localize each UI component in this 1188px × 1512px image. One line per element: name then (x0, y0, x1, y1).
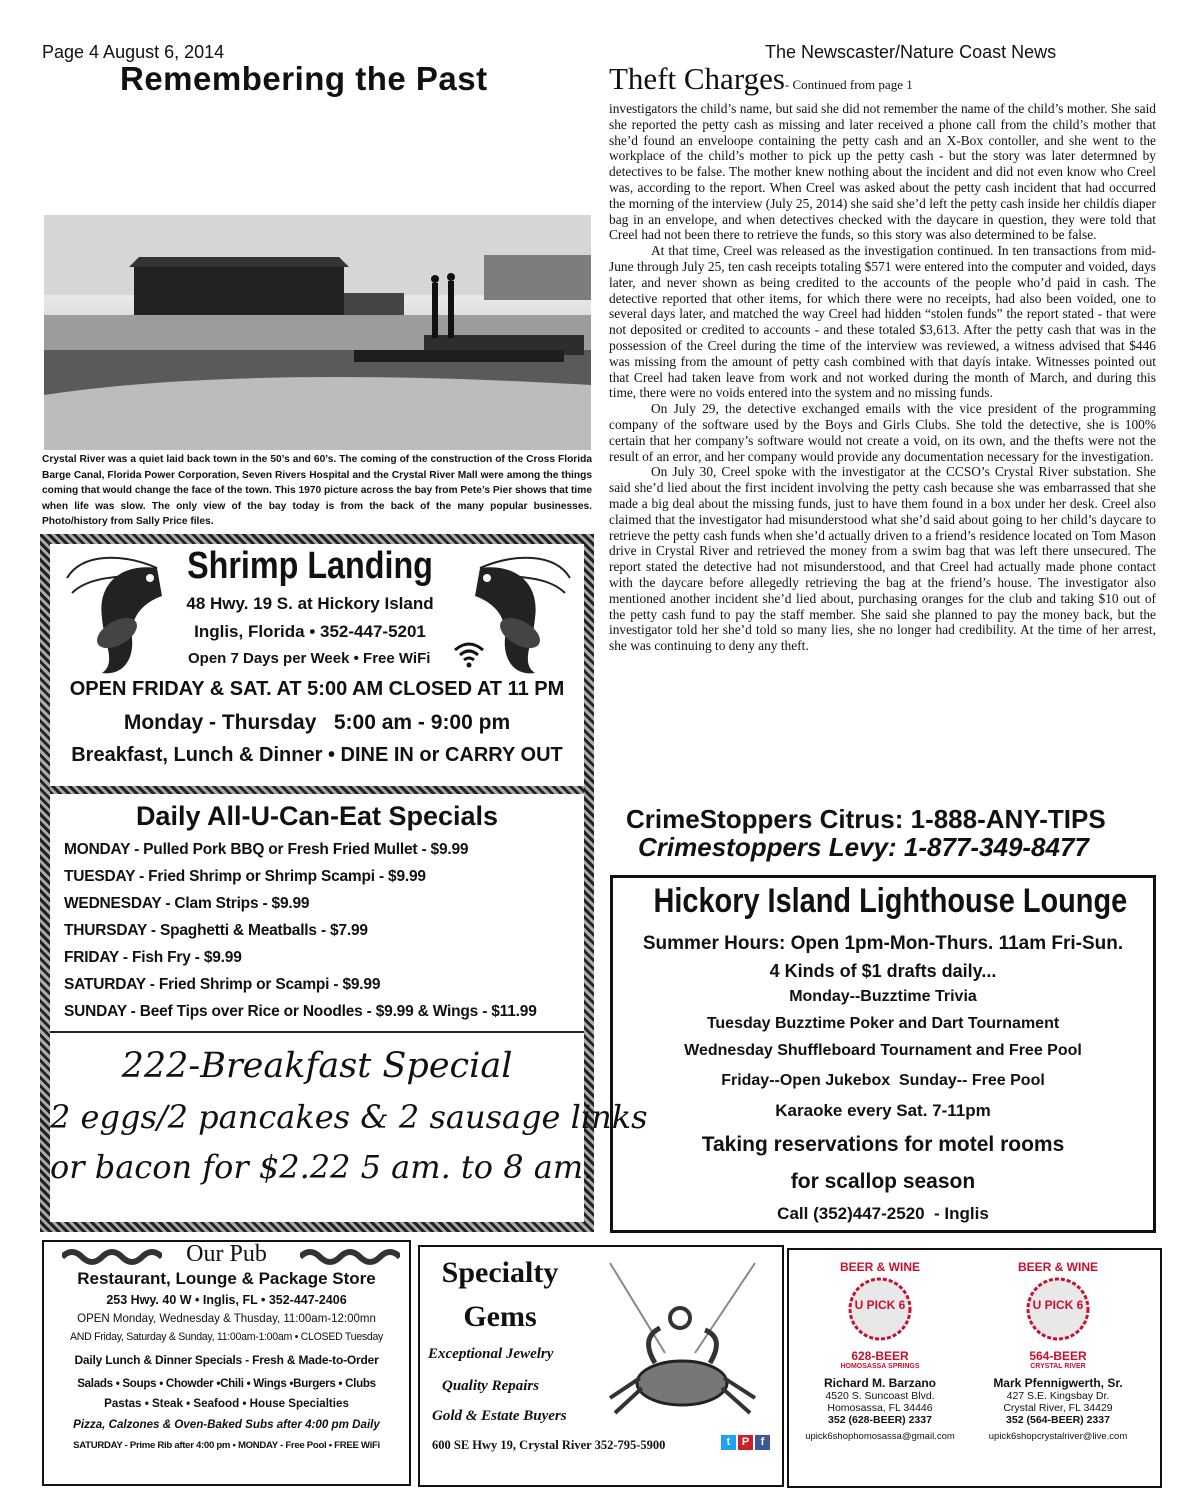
upick-logo-mid: U PICK 6 (1032, 1298, 1084, 1312)
lounge-hours: Summer Hours: Open 1pm-Mon-Thurs. 11am Fri-Sun. (642, 933, 1124, 954)
lounge-friday: Friday--Open Jukebox Sunday-- Free Pool (721, 1072, 1045, 1089)
gems-tagline-3: Gold & Estate Buyers (432, 1408, 567, 1424)
special-thursday: THURSDAY - Spaghetti & Meatballs - $7.99 (64, 922, 368, 939)
pub-daily: Daily Lunch & Dinner Specials - Fresh & Made-to-Order (74, 1353, 379, 1367)
upick-logo-mid: U PICK 6 (854, 1298, 906, 1312)
social-icons (719, 1432, 770, 1450)
crimestoppers-levy: Crimestoppers Levy: 1-877-349-8477 (638, 832, 1089, 862)
shrimp-divider-1 (50, 786, 584, 794)
pinterest-icon[interactable]: P (738, 1435, 753, 1450)
photo-caption: Crystal River was a quiet laid back town in the 50’s and 60’s. The coming of the construction of the Cross Florida Barge Canal, Florida Power Corporation, Seven Rivers Hospital and the Crystal River Mall were among the things coming that would change the face of the town. This 1970 picture across the bay from Pete’s Pier shows that time when life was slow. The only view of the bay today is from the back of the many popular businesses. Photo/history from Sally Price files. (42, 454, 592, 528)
shrimp-landing-name: Shrimp Landing (187, 545, 433, 587)
article-body (609, 101, 1156, 654)
wifi-icon (452, 640, 486, 668)
article-continued: - Continued from page 1 (784, 77, 913, 92)
upick-town: HOMOSASSA SPRINGS (840, 1363, 920, 1370)
historic-photo-drawing (44, 215, 591, 450)
pub-subtitle: Restaurant, Lounge & Package Store (77, 1269, 376, 1288)
shrimp-open-days: Open 7 Days per Week • Free WiFi (188, 650, 431, 667)
breakfast-title: 222-Breakfast Special (121, 1046, 513, 1086)
special-wednesday: WEDNESDAY - Clam Strips - $9.99 (64, 895, 310, 912)
article-paragraph: On July 29, the detective exchanged emails with the vice president of the programming company of the software used by the Boys and Girls Clubs. She told the detective, she is 100% certain that her company’s software would not create a void, on its own, and the thefts were not the result of an error, and her company would provide any documentation necessary for the investigation. (609, 401, 1156, 464)
gems-title-2: Gems (463, 1300, 537, 1333)
pub-address: 253 Hwy. 40 W • Inglis, FL • 352-447-2406 (106, 1293, 347, 1307)
crab-pendant-icon (590, 1258, 775, 1428)
twitter-icon[interactable]: t (721, 1435, 736, 1450)
lounge-drafts: 4 Kinds of $1 drafts daily... (769, 961, 997, 981)
gems-title-1: Specialty (441, 1256, 559, 1289)
upick-store-crystal-river (968, 1260, 1148, 1442)
lounge-reservations: Taking reservations for motel rooms (701, 1133, 1065, 1156)
upick-address-1: 427 S.E. Kingsbay Dr. (1006, 1390, 1110, 1402)
lounge-wednesday: Wednesday Shuffleboard Tournament and Free Pool (684, 1042, 1082, 1059)
page-date: Page 4 August 6, 2014 (42, 42, 225, 62)
pub-open-2: AND Friday, Saturday & Sunday, 11:00am-1:00am • CLOSED Tuesday (69, 1331, 384, 1343)
lounge-name: Hickory Island Lighthouse Lounge (653, 882, 1128, 920)
upick-number: 564-BEER (1029, 1349, 1087, 1363)
past-title: Remembering the Past (120, 60, 488, 97)
article-title (609, 61, 913, 97)
upick-logo-top: BEER & WINE (1017, 1260, 1098, 1274)
gems-tagline-2: Quality Repairs (442, 1378, 540, 1394)
shrimp-city-phone: Inglis, Florida • 352-447-5201 (194, 622, 426, 641)
article-paragraph: On July 30, Creel spoke with the investigator at the CCSO’s Crystal River substation. She said she’d lied about the first incident involving the petty cash because she was embarrassed that she made a big deal about the missing funds, just to have them found in a box under her desk. Creel also claimed that the investigator had misunderstood what she’d said about going to her child’s daycare to retrieve the petty cash funds when she’d actually driven to a friend’s residence located on Tom Mason drive in Crystal River and retrieved the money from a swim bag that was left there unsecured. The report stated the detective had not misunderstood, and that Creel had actually made phone contact with the daycare before allegedly retrieving the bag at the friend’s house. The investigator also mentioned another incident she’d lied about, purchasing oranges for the club and taking $10 out of the petty cash fund to pay the staff member. She said she planned to pay the money back, but the investigator told her she’d told so many lies, she no longer had credibility. At the time of her arrest, she was continuing to deny any theft. (609, 464, 1156, 654)
pub-bottom: SATURDAY - Prime Rib after 4:00 pm • MONDAY - Free Pool • FREE WiFi (73, 1440, 380, 1451)
pub-open-1: OPEN Monday, Wednesday & Thusday, 11:00am-12:00mn (77, 1313, 376, 1325)
breakfast-line-2: or bacon for $2.22 5 am. to 8 am. (50, 1148, 594, 1186)
pub-pizza: Pizza, Calzones & Oven-Baked Subs after 4:00 pm Daily (73, 1418, 380, 1431)
upick-town: CRYSTAL RIVER (1030, 1363, 1086, 1370)
shrimp-friday-hours: OPEN FRIDAY & SAT. AT 5:00 AM CLOSED AT 11 PM (69, 678, 565, 700)
upick-address-2: Crystal River, FL 34429 (1003, 1402, 1113, 1414)
crimestoppers-citrus: CrimeStoppers Citrus: 1-888-ANY-TIPS (626, 804, 1106, 834)
special-sunday: SUNDAY - Beef Tips over Rice or Noodles - $9.99 & Wings - $11.99 (64, 1003, 537, 1020)
upick-phone: 352 (564-BEER) 2337 (1006, 1414, 1110, 1426)
lounge-tuesday: Tuesday Buzztime Poker and Dart Tournament (706, 1015, 1060, 1032)
upick-logo-top: BEER & WINE (839, 1260, 920, 1274)
article-paragraph: investigators the child’s name, but said she did not remember the name of the child’s mother. She said she reported the petty cash as missing and later received a phone call from the child’s mother that she’d found an enveloope containing the petty cash and an X-Box contoller, and she went to the workplace of the child’s mother to pick up the petty cash - but the story was later determned by detectives to be false. The mother knew nothing about the incident and did not even know who Creel was, according to the report. When Creel was asked about the petty cash incident that had occurred the morning of the interview (July 25, 2014) she said she’d left the petty cash inside her childís diaper bag in an envelope, and when detectives checked with the daycare in question, they were told that Creel had not been there to retrieve the funds, so this story was also determined to be false. (609, 101, 1156, 243)
upick-address-2: Homosassa, FL 34446 (827, 1402, 933, 1414)
gems-address: 600 SE Hwy 19, Crystal River 352-795-5900 (432, 1438, 666, 1452)
breakfast-line-1: 2 eggs/2 pancakes & 2 sausage links (50, 1098, 648, 1136)
upick-email: upick6shophomosassa@gmail.com (805, 1431, 955, 1442)
upick-address-1: 4520 S. Suncoast Blvd. (825, 1390, 935, 1402)
special-friday: FRIDAY - Fish Fry - $9.99 (64, 949, 242, 966)
pub-menu-1: Salads • Soups • Chowder •Chili • Wings •Burgers • Clubs (77, 1377, 376, 1390)
gems-tagline-1: Exceptional Jewelry (428, 1346, 554, 1362)
upick-number: 628-BEER (851, 1349, 909, 1363)
shrimp-divider-2 (50, 1031, 584, 1033)
special-monday: MONDAY - Pulled Pork BBQ or Fresh Fried Mullet - $9.99 (64, 841, 469, 858)
pub-menu-2: Pastas • Steak • Seafood • House Specialties (104, 1397, 349, 1410)
lounge-karaoke: Karaoke every Sat. 7-11pm (775, 1101, 991, 1120)
upick-email: upick6shopcrystalriver@live.com (988, 1431, 1128, 1442)
article-paragraph: At that time, Creel was released as the investigation continued. In ten transactions from mid-June through July 25, ten cash receipts totaling $571 were entered into the computer and voided, days later, and never shown as being credited to the accounts of the people who’d paid in cash. The detective reported that other items, for which there were no receipts, had also been voided, one to several days later, and matched the way Creel had hidden “stolen funds” the report stated - that were not deposited or credited to accounts - and these totaled $3,613. After the petty cash that was in the possession of the Creel during the time of the interview was reviewed, a witness advised that $446 was missing from the amount of petty cash combined with that dayís intake. Witnesses pointed out that Creel had taken leave from work and not worked during the month of March, and during this time, there were no voids entered into the system and no missing funds. (609, 243, 1156, 401)
shrimp-meals: Breakfast, Lunch & Dinner • DINE IN or CARRY OUT (71, 744, 563, 766)
lounge-monday: Monday--Buzztime Trivia (789, 988, 977, 1005)
special-tuesday: TUESDAY - Fried Shrimp or Shrimp Scampi - $9.99 (64, 868, 426, 885)
newspaper-name: The Newscaster/Nature Coast News (765, 42, 1057, 62)
upick-store-homosassa (790, 1260, 970, 1442)
specials-list (64, 836, 579, 1025)
special-saturday: SATURDAY - Fried Shrimp or Scampi - $9.99 (64, 976, 381, 993)
article-headline: Theft Charges (609, 61, 785, 96)
specials-title: Daily All-U-Can-Eat Specials (135, 801, 499, 831)
lounge-call: Call (352)447-2520 - Inglis (777, 1204, 989, 1223)
upick-phone: 352 (628-BEER) 2337 (828, 1414, 932, 1426)
pub-name: Our Pub (186, 1241, 267, 1267)
historic-photo (44, 215, 591, 450)
shrimp-weekday-hours: Monday - Thursday 5:00 am - 9:00 pm (123, 711, 511, 734)
upick-owner: Richard M. Barzano (823, 1376, 937, 1390)
lounge-scallop: for scallop season (790, 1170, 976, 1193)
shrimp-icon (62, 548, 182, 683)
shrimp-address: 48 Hwy. 19 S. at Hickory Island (186, 594, 434, 613)
facebook-icon[interactable]: f (755, 1435, 770, 1450)
upick-owner: Mark Pfennigwerth, Sr. (993, 1376, 1123, 1390)
